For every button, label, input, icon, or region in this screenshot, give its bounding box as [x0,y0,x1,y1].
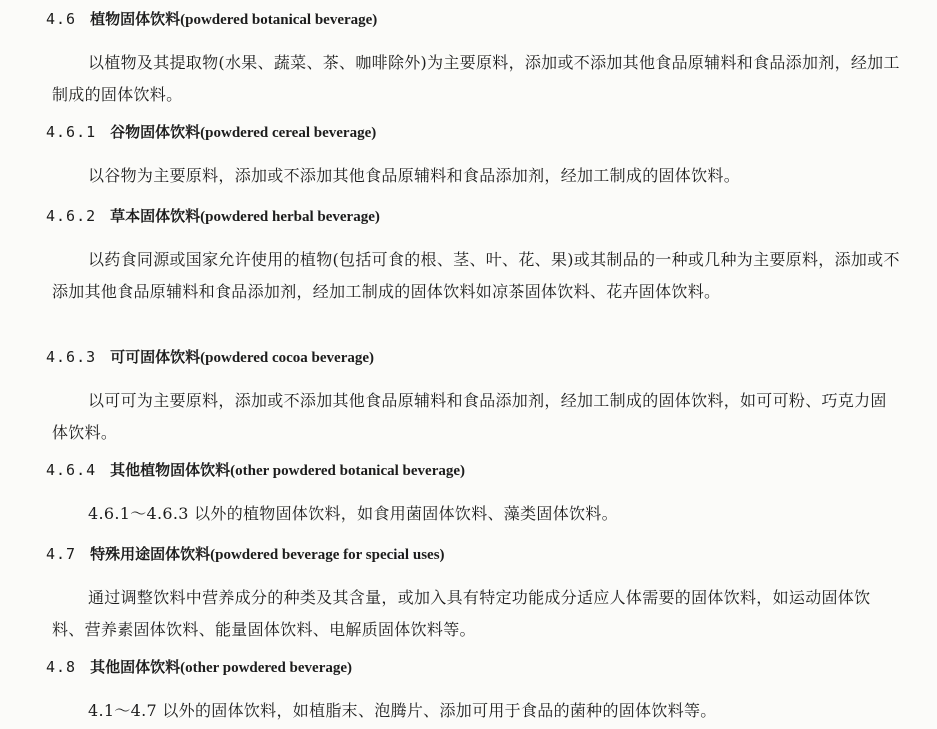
section-title-zh: 其他固体饮料 [90,658,181,676]
section-title-en: (powdered beverage for special uses) [210,547,445,563]
section-title-en: (other powdered botanical beverage) [230,463,466,479]
section-body-4-6-1: 以谷物为主要原料，添加或不添加其他食品原辅料和食品添加剂，经加工制成的固体饮料。 [88,166,741,185]
section-body-4-8: 4.1～4.7 以外的固体饮料，如植脂末、泡腾片、添加可用于食品的菌种的固体饮料等。 [88,701,717,720]
section-body-4-6-4: 4.6.1～4.6.3 以外的植物固体饮料，如食用菌固体饮料、藻类固体饮料。 [88,504,618,523]
section-title-zh: 特殊用途固体饮料 [90,545,211,563]
section-title-zh: 植物固体饮料 [90,10,181,28]
section-number: 4.8 [46,658,77,676]
section-title-en: (powdered herbal beverage) [200,209,380,225]
section-title-en: (powdered botanical beverage) [180,12,378,28]
section-number: 4.6 [46,10,77,28]
section-heading-4-7 [46,544,445,565]
section-body-4-6-2: 以药食同源或国家允许使用的植物(包括可食的根、茎、叶、花、果)或其制品的一种或几种为主要原料，添加或不添加其他食品原辅料和食品添加剂，经加工制成的固体饮料如凉茶固体饮料、花卉固体饮料。 [52,250,900,301]
section-title-zh: 其他植物固体饮料 [110,461,231,479]
section-title-en: (powdered cereal beverage) [200,125,377,141]
section-heading-4-6-3 [46,347,374,368]
section-number: 4.6.2 [46,207,97,225]
section-heading-4-6-2 [46,206,380,227]
section-number: 4.7 [46,545,77,563]
section-number: 4.6.4 [46,461,97,479]
section-title-zh: 草本固体饮料 [110,207,201,225]
section-number: 4.6.3 [46,348,97,366]
section-body-4-6: 以植物及其提取物(水果、蔬菜、茶、咖啡除外)为主要原料，添加或不添加其他食品原辅料和食品添加剂，经加工制成的固体饮料。 [52,53,900,104]
section-title-en: (powdered cocoa beverage) [200,350,375,366]
section-heading-4-6 [46,9,377,30]
section-title-zh: 可可固体饮料 [110,348,201,366]
section-heading-4-8 [46,657,352,678]
section-body-4-6-3: 以可可为主要原料，添加或不添加其他食品原辅料和食品添加剂，经加工制成的固体饮料，如可可粉、巧克力固体饮料。 [52,391,887,442]
section-heading-4-6-1 [46,122,376,143]
section-heading-4-6-4 [46,460,465,481]
section-title-zh: 谷物固体饮料 [110,123,201,141]
section-body-4-7: 通过调整饮料中营养成分的种类及其含量，或加入具有特定功能成分适应人体需要的固体饮料，如运动固体饮料、营养素固体饮料、能量固体饮料、电解质固体饮料等。 [52,588,871,639]
section-number: 4.6.1 [46,123,97,141]
section-title-en: (other powdered beverage) [180,660,353,676]
